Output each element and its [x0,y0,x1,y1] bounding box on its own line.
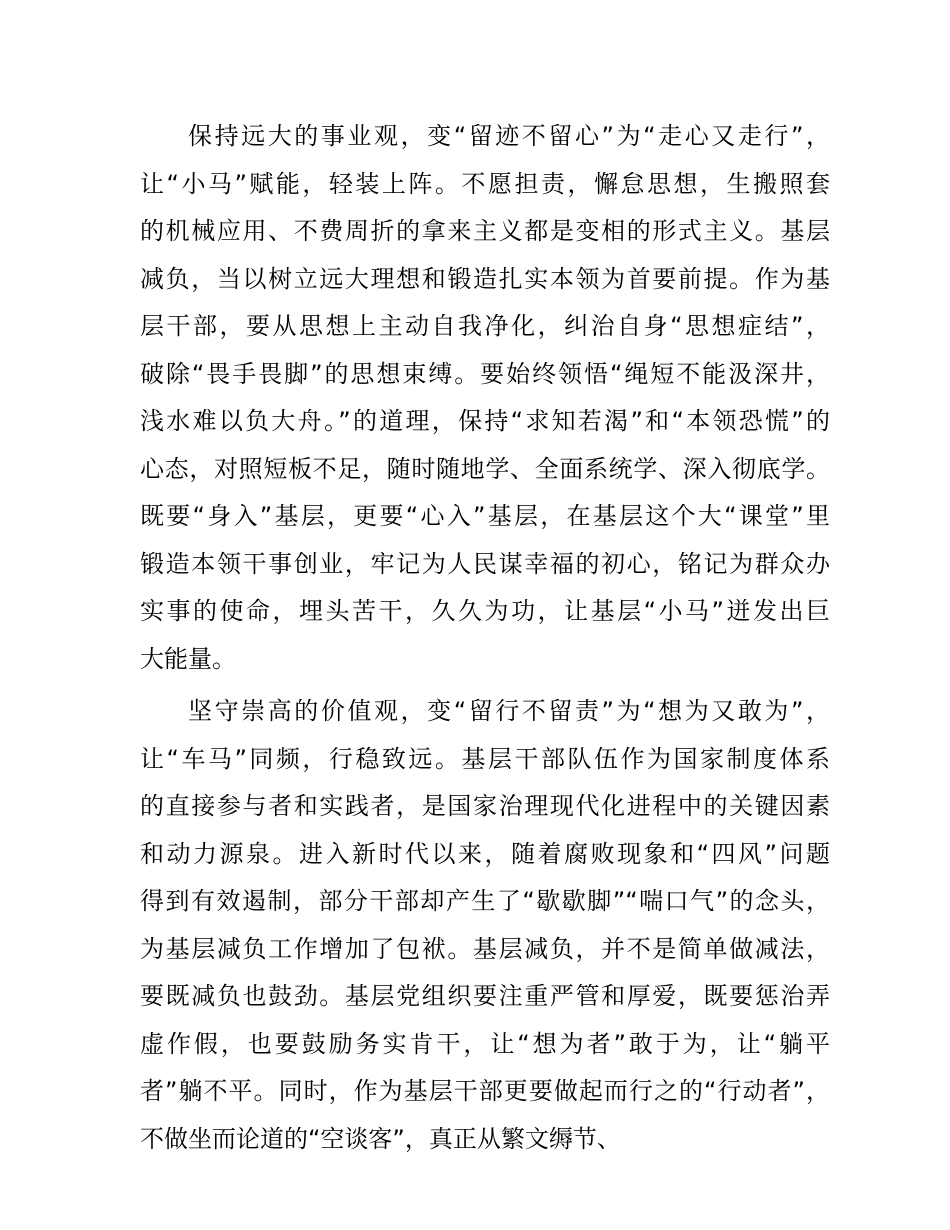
paragraph-line: 实事的使命，埋头苦干，久久为功，让基层“小马”迸发出巨 [140,597,830,625]
paragraph-line: 得到有效遏制，部分干部却产生了“歇歇脚”“喘口气”的念头， [140,887,830,915]
document-body [140,113,830,1163]
paragraph-line: 者”躺不平。同时，作为基层干部更要做起而行之的“行动者”， [140,1077,830,1105]
paragraph-2 [140,688,830,1163]
paragraph-line: 不做坐而论道的“空谈客”，真正从繁文缛节、 [140,1124,621,1153]
paragraph-line: 的机械应用、不费周折的拿来主义都是变相的形式主义。基层 [140,217,830,245]
paragraph-line: 锻造本领干事创业，牢记为人民谋幸福的初心，铭记为群众办 [140,549,830,578]
paragraph-line: 既要“身入”基层，更要“心入”基层，在基层这个大“课堂”里 [140,502,830,530]
paragraph-line: 让“小马”赋能，轻装上阵。不愿担责，懈怠思想，生搬照套 [140,169,830,198]
paragraph-line: 的直接参与者和实践者，是国家治理现代化进程中的关键因素 [140,792,830,820]
paragraph-line: 要既减负也鼓劲。基层党组织要注重严管和厚爱，既要惩治弄 [140,982,830,1010]
paragraph-line: 虚作假，也要鼓励务实肯干，让“想为者”敢于为，让“躺平 [140,1029,830,1058]
paragraph-line: 层干部，要从思想上主动自我净化，纠治自身“思想症结”， [140,312,830,340]
paragraph-line: 浅水难以负大舟。”的道理，保持“求知若渴”和“本领恐慌”的 [140,407,830,435]
paragraph-line: 保持远大的事业观，变“留迹不留心”为“走心又走行”， [188,122,830,150]
paragraph-line: 心态，对照短板不足，随时随地学、全面系统学、深入彻底学。 [140,454,830,483]
paragraph-line: 破除“畏手畏脚”的思想束缚。要始终领悟“绳短不能汲深井， [140,359,830,388]
paragraph-line: 坚守崇高的价值观，变“留行不留责”为“想为又敢为”， [188,697,830,725]
paragraph-line: 让“车马”同频，行稳致远。基层干部队伍作为国家制度体系 [140,744,830,773]
paragraph-1 [140,113,830,683]
paragraph-line: 大能量。 [140,644,236,673]
paragraph-line: 减负，当以树立远大理想和锻造扎实本领为首要前提。作为基 [140,264,830,293]
paragraph-line: 为基层减负工作增加了包袱。基层减负，并不是简单做减法， [140,934,830,963]
paragraph-line: 和动力源泉。进入新时代以来，随着腐败现象和“四风”问题 [140,839,830,868]
